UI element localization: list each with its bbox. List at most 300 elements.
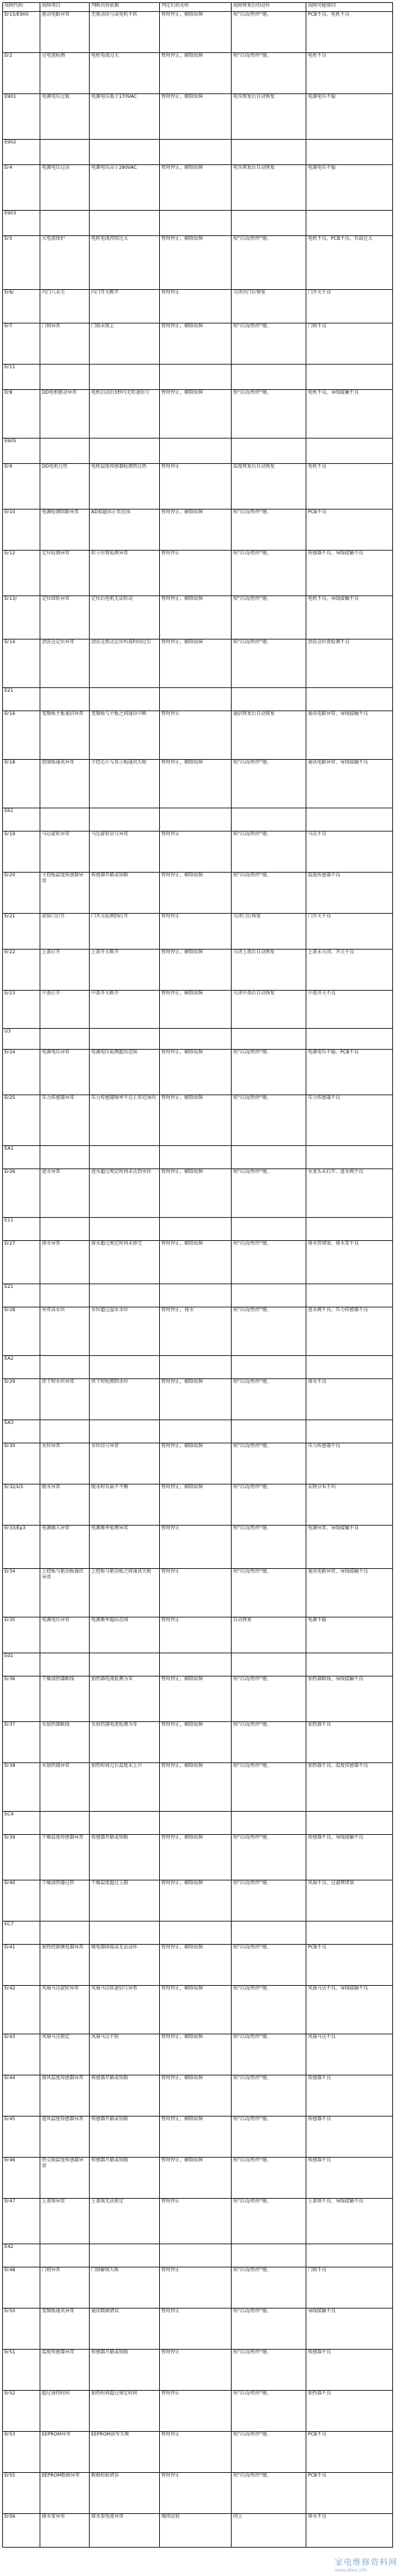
cell-action: [160, 1420, 232, 1443]
cell-item: EEPROM异常: [40, 2432, 90, 2473]
cell-code: Er32/U3: [3, 1484, 40, 1526]
cell-action: 暂时停止，解除故障: [160, 1095, 232, 1146]
cell-action: 暂时停止，解除故障: [160, 1379, 232, 1420]
cell-cause: 风扇马达不良、导线接触不良: [306, 1986, 393, 2034]
cell-code: U3: [3, 1029, 40, 1050]
cell-recovery: 同上: [232, 2514, 306, 2548]
cell-item: 主控板温度传感器异常: [40, 873, 90, 914]
cell-code: E903: [3, 211, 40, 236]
cell-action: 暂时停止: [160, 2432, 232, 2473]
cell-action: 暂时停止，解除故障: [160, 1676, 232, 1722]
table-row: [3, 1050, 393, 1095]
cell-cause: [306, 1653, 393, 1676]
cell-recovery: 关闭内门后恢复: [232, 290, 306, 323]
cell-action: [160, 1146, 232, 1169]
cell-judgment: 水位信号异常: [90, 1443, 160, 1484]
cell-code: Er8: [3, 390, 40, 439]
cell-item: 进风温度传感器异常: [40, 2117, 90, 2158]
cell-code: Er11: [3, 365, 40, 390]
cell-action: [160, 2244, 232, 2267]
cell-recovery: 按"启动/暂停"键。: [232, 2473, 306, 2514]
cell-code: Er56: [3, 2514, 40, 2548]
cell-action: [160, 439, 232, 464]
cell-cause: 传感器不良: [306, 2075, 393, 2117]
cell-judgment: 风扇马达转速信号异常: [90, 1986, 160, 2034]
table-row: [3, 832, 393, 873]
cell-code: Er53: [3, 2432, 40, 2473]
cell-recovery: 按"启动/暂停"键。: [232, 1443, 306, 1484]
table-row: [3, 711, 393, 760]
cell-cause: [306, 1420, 393, 1443]
cell-recovery: 自动恢复: [232, 1617, 306, 1653]
cell-judgment: [90, 808, 160, 832]
cell-judgment: [90, 1356, 160, 1379]
cell-action: 暂时停止: [160, 2473, 232, 2514]
cell-recovery: 按"启动/暂停"键。: [232, 551, 306, 596]
cell-action: 暂时停止: [160, 832, 232, 873]
cell-code: EC4: [3, 1812, 40, 1835]
cell-cause: 电机不良、PCB不良、负载过大: [306, 236, 393, 290]
cell-judgment: [90, 1420, 160, 1443]
cell-action: 暂时停止: [160, 2267, 232, 2309]
table-row: [3, 2267, 393, 2309]
cell-cause: PCB不良: [306, 1945, 393, 1986]
cell-item: 热交换温度传感器异常: [40, 2158, 90, 2199]
cell-item: 水位异常: [40, 1443, 90, 1484]
cell-cause: 衣物分布不均: [306, 1484, 393, 1526]
cell-action: [160, 1653, 232, 1676]
cell-action: 暂时停止: [160, 1569, 232, 1617]
table-row: [3, 2473, 393, 2514]
cell-item: 烘干时水位异常: [40, 1379, 90, 1420]
table-row: [3, 1763, 393, 1812]
cell-code: Er26: [3, 1169, 40, 1218]
cell-cause: 电机不良、导线接触不良: [306, 596, 393, 640]
cell-recovery: 按"启动/暂停"键。: [232, 1569, 306, 1617]
cell-code: Er9: [3, 464, 40, 510]
table-row: [3, 873, 393, 914]
cell-item: 控制板通讯异常: [40, 760, 90, 808]
cell-judgment: [90, 2244, 160, 2267]
cell-action: [160, 1812, 232, 1835]
cell-action: [160, 1284, 232, 1307]
cell-judgment: 传感器开路或短路: [90, 2158, 160, 2199]
cell-judgment: [90, 1653, 160, 1676]
table-row: [3, 1722, 393, 1763]
cell-recovery: [232, 2244, 306, 2267]
cell-judgment: 门开关检测到打开: [90, 914, 160, 950]
header-judgment: 判断内容依据: [90, 3, 160, 12]
cell-item: [40, 211, 90, 236]
cell-action: 暂时停止，解除故障: [160, 53, 232, 94]
cell-judgment: [90, 1284, 160, 1307]
cell-cause: [306, 439, 393, 464]
cell-judgment: [90, 688, 160, 711]
table-row: [3, 1526, 393, 1569]
table-row: [3, 808, 393, 832]
table-row: [3, 2309, 393, 2350]
cell-judgment: 电源电压高于280VAC: [90, 165, 160, 211]
table-row: [3, 1146, 393, 1169]
fault-code-document: [2, 2, 392, 2548]
cell-judgment: 加热时间过长温度未上升: [90, 1763, 160, 1812]
cell-recovery: [232, 808, 306, 832]
cell-cause: PCB不良、电机不良: [306, 12, 393, 53]
cell-cause: 加热器断线、导线接触不良: [306, 1676, 393, 1722]
cell-item: 加热控制继电器异常: [40, 1945, 90, 1986]
cell-cause: [306, 365, 393, 390]
cell-recovery: 关闭上盖后自动恢复: [232, 950, 306, 991]
cell-item: 干燥加热器过热: [40, 1880, 90, 1922]
cell-judgment: 转子位置检测异常: [90, 551, 160, 596]
cell-recovery: 按"启动/暂停"键。: [232, 2391, 306, 2432]
cell-recovery: 温度恢复后自动恢复: [232, 464, 306, 510]
cell-action: 暂时停止: [160, 551, 232, 596]
table-row: [3, 365, 393, 390]
cell-cause: 排水不良: [306, 1379, 393, 1420]
cell-code: Er24: [3, 1050, 40, 1095]
cell-judgment: 门锁未锁上: [90, 323, 160, 365]
header-code: 故障代码: [3, 3, 40, 12]
cell-action: [160, 688, 232, 711]
cell-action: 暂时停止，解除故障: [160, 991, 232, 1029]
cell-judgment: 传感器开路或短路: [90, 2117, 160, 2158]
table-row: [3, 1569, 393, 1617]
cell-code: Er50: [3, 2309, 40, 2350]
cell-cause: 进水阀不良、压力传感器不良: [306, 1307, 393, 1356]
cell-recovery: [232, 140, 306, 165]
cell-judgment: 传感器开路或短路: [90, 1835, 160, 1880]
table-row: [3, 12, 393, 53]
table-row: [3, 1812, 393, 1835]
cell-action: 暂时停止，解除故障: [160, 1050, 232, 1095]
cell-item: 电源电压异常: [40, 1050, 90, 1095]
cell-cause: 传感器不良、导线接触不良: [306, 1835, 393, 1880]
cell-code: Er27: [3, 1241, 40, 1284]
cell-recovery: [232, 1812, 306, 1835]
cell-code: E21: [3, 1284, 40, 1307]
cell-code: Er28: [3, 1307, 40, 1356]
cell-action: 暂时停止，解除故障: [160, 2117, 232, 2158]
table-row: [3, 165, 393, 211]
cell-code: EC7: [3, 1922, 40, 1945]
cell-cause: 排水不良: [306, 2514, 393, 2548]
cell-recovery: 按"启动/暂停"键。: [232, 2432, 306, 2473]
cell-item: 上控板与驱动板通讯异常: [40, 1569, 90, 1617]
cell-cause: 马达不良: [306, 832, 393, 873]
cell-code: Er13/: [3, 596, 40, 640]
cell-cause: 加热器不良: [306, 2391, 393, 2432]
cell-cause: 中盖开关不良: [306, 991, 393, 1029]
table-row: [3, 688, 393, 711]
cell-code: Er2: [3, 53, 40, 94]
cell-code: Er46: [3, 2158, 40, 2199]
table-row: [3, 551, 393, 596]
cell-action: 暂时停止，解除故障: [160, 760, 232, 808]
cell-judgment: 电机温度传感器检测到过热: [90, 464, 160, 510]
cell-item: 干燥温度传感器异常: [40, 1835, 90, 1880]
cell-judgment: [90, 1922, 160, 1945]
cell-cause: 门开关不良: [306, 290, 393, 323]
cell-action: 暂时停止，解除故障: [160, 1443, 232, 1484]
cell-action: [160, 140, 232, 165]
cell-item: 中盖打开: [40, 991, 90, 1029]
cell-recovery: 按"启动/暂停"键。: [232, 1763, 306, 1812]
cell-action: 暂时停止: [160, 711, 232, 760]
cell-judgment: 电机启动后3秒内无转速信号: [90, 390, 160, 439]
cell-judgment: 水加热器电流检测为零: [90, 1722, 160, 1763]
header-recovery: 故障恢复后的动作: [232, 3, 306, 12]
cell-cause: 传感器不良、导线接触不良: [306, 551, 393, 596]
cell-judgment: 传感器开路或短路: [90, 2350, 160, 2391]
cell-cause: 上盖未关闭、开关不良: [306, 950, 393, 991]
cell-item: 超过加热时间: [40, 2391, 90, 2432]
header-item: 故障项目: [40, 3, 90, 12]
cell-item: 干燥加热器断线: [40, 1676, 90, 1722]
cell-recovery: 按"启动/暂停"键。: [232, 1835, 306, 1880]
cell-code: Er30: [3, 1443, 40, 1484]
cell-recovery: 按"启动/暂停"键。: [232, 12, 306, 53]
cell-code: E901: [3, 94, 40, 140]
cell-judgment: 电机电流持续过大: [90, 236, 160, 290]
cell-judgment: 中盖开关断开: [90, 991, 160, 1029]
cell-cause: [306, 211, 393, 236]
cell-action: 暂时停止，解除故障: [160, 510, 232, 551]
cell-judgment: 上控板与驱动板之间通讯失败: [90, 1569, 160, 1617]
cell-item: [40, 2244, 90, 2267]
watermark-subtitle: www.jdwx.info: [335, 2568, 368, 2573]
cell-recovery: 按"启动/暂停"键。: [232, 236, 306, 290]
cell-item: [40, 1029, 90, 1050]
cell-item: 驱动电路异常: [40, 12, 90, 53]
cell-recovery: 按"启动/暂停"键。: [232, 2117, 306, 2158]
cell-recovery: 按"启动/暂停"键。: [232, 1676, 306, 1722]
cell-item: [40, 1218, 90, 1241]
cell-cause: [306, 808, 393, 832]
cell-item: 电源电压异常: [40, 1617, 90, 1653]
table-row: [3, 1095, 393, 1146]
cell-recovery: 按"启动/暂停"键。: [232, 323, 306, 365]
cell-judgment: 门锁解锁失败: [90, 2267, 160, 2309]
cell-code: Ed1: [3, 1653, 40, 1676]
cell-item: 压力传感器异常: [40, 1095, 90, 1146]
cell-judgment: 变频板与主板之间通信中断: [90, 711, 160, 760]
cell-recovery: 关闭门后恢复: [232, 914, 306, 950]
table-row: [3, 390, 393, 439]
cell-cause: 电源不稳: [306, 1617, 393, 1653]
cell-item: [40, 1653, 90, 1676]
cell-action: 暂时停止，解除故障: [160, 873, 232, 914]
table-row: [3, 2199, 393, 2244]
cell-judgment: 传感器开路或短路: [90, 873, 160, 914]
cell-item: [40, 365, 90, 390]
cell-cause: 温度传感器不良: [306, 873, 393, 914]
cell-action: 暂时停止，解除故障: [160, 2158, 232, 2199]
cell-judgment: 排水泵电流异常: [90, 2514, 160, 2548]
cell-code: Er38: [3, 1763, 40, 1812]
cell-item: 清洗仓定位异常: [40, 640, 90, 688]
table-row: [3, 94, 393, 140]
table-row: [3, 1284, 393, 1307]
cell-code: EA1: [3, 1146, 40, 1169]
cell-cause: 门锁不良: [306, 323, 393, 365]
cell-judgment: 电机电流过大: [90, 53, 160, 94]
cell-code: Er4: [3, 165, 40, 211]
cell-action: 暂时停止: [160, 2391, 232, 2432]
cell-judgment: EEPROM读写失败: [90, 2432, 160, 2473]
cell-action: 暂时停止: [160, 914, 232, 950]
cell-judgment: 电源频率超出范围: [90, 1617, 160, 1653]
cell-cause: 电机不良: [306, 53, 393, 94]
cell-cause: 传感器不良: [306, 2117, 393, 2158]
cell-recovery: 按"启动/暂停"键。: [232, 510, 306, 551]
watermark-title: 家电维修资料网: [335, 2557, 398, 2567]
cell-judgment: 继电器熔接或无法动作: [90, 1945, 160, 1986]
cell-cause: 压力传感器不良: [306, 1095, 393, 1146]
cell-action: [160, 1356, 232, 1379]
cell-action: 暂时停止，解除故障: [160, 1835, 232, 1880]
table-row: [3, 1379, 393, 1420]
cell-cause: 压力传感器不良: [306, 1443, 393, 1484]
cell-cause: 传感器不良: [306, 2350, 393, 2391]
header-cause: 故障可能原因: [306, 3, 393, 12]
cell-code: Er6/: [3, 290, 40, 323]
cell-judgment: 内门开关断开: [90, 290, 160, 323]
cell-item: 变频板主板通信异常: [40, 711, 90, 760]
cell-recovery: 按"启动/暂停"键。: [232, 1526, 306, 1569]
cell-cause: 电机不良、导线接触不良: [306, 390, 393, 439]
table-row: [3, 1420, 393, 1443]
cell-action: 暂时停止，解除故障: [160, 2034, 232, 2075]
cell-judgment: [90, 1218, 160, 1241]
cell-code: Er33/Ep3: [3, 1526, 40, 1569]
table-row: [3, 211, 393, 236]
cell-recovery: [232, 1653, 306, 1676]
cell-action: 暂时停止，解除故障: [160, 2075, 232, 2117]
cell-judgment: 传感器开路或短路: [90, 2075, 160, 2117]
cell-code: Er23: [3, 991, 40, 1029]
table-row: [3, 1880, 393, 1922]
cell-item: [40, 1420, 90, 1443]
table-row: [3, 53, 393, 94]
cell-action: 暂时停止: [160, 1526, 232, 1569]
table-row: [3, 140, 393, 165]
cell-judgment: [90, 211, 160, 236]
cell-recovery: 按"启动/暂停"键。: [232, 2034, 306, 2075]
cell-code: Er19: [3, 832, 40, 873]
cell-cause: [306, 1356, 393, 1379]
table-row: [3, 439, 393, 464]
table-row: [3, 2075, 393, 2117]
cell-code: E61: [3, 808, 40, 832]
table-row: [3, 2158, 393, 2199]
cell-code: Er40: [3, 1880, 40, 1922]
cell-judgment: 干燥温度超过上限: [90, 1880, 160, 1922]
cell-action: [160, 211, 232, 236]
cell-recovery: [232, 211, 306, 236]
cell-judgment: [90, 365, 160, 390]
cell-item: 风扇马达锁定: [40, 2034, 90, 2075]
cell-judgment: 排水超过规定时间未排完: [90, 1241, 160, 1284]
cell-item: [40, 439, 90, 464]
cell-item: 电源电压过高: [40, 165, 90, 211]
cell-recovery: 按"启动/暂停"键。: [232, 1307, 306, 1356]
cell-cause: 门开关不良: [306, 914, 393, 950]
cell-cause: 传感器不良: [306, 2158, 393, 2199]
cell-code: Er5: [3, 236, 40, 290]
cell-code: Er14: [3, 640, 40, 688]
cell-code: Er37: [3, 1722, 40, 1763]
cell-action: [160, 1029, 232, 1050]
cell-item: 排水泵异常: [40, 2514, 90, 2548]
cell-code: Er18: [3, 760, 40, 808]
cell-item: 异常高水位: [40, 1307, 90, 1356]
cell-recovery: 按"启动/暂停"键。: [232, 1241, 306, 1284]
cell-code: Er21: [3, 914, 40, 950]
cell-action: 暂时停止，解除故障: [160, 640, 232, 688]
cell-action: 暂时停止: [160, 290, 232, 323]
cell-action: 暂时停止，解除故障: [160, 12, 232, 53]
cell-code: Er16: [3, 711, 40, 760]
cell-code: Er29: [3, 1379, 40, 1420]
cell-recovery: 通信恢复后自动恢复: [232, 711, 306, 760]
cell-recovery: 按"启动/暂停"键。: [232, 2199, 306, 2244]
table-row: [3, 1241, 393, 1284]
cell-code: E42: [3, 2244, 40, 2267]
table-row: [3, 950, 393, 991]
cell-recovery: [232, 365, 306, 390]
cell-code: Er47: [3, 2199, 40, 2244]
cell-judgment: 水位超过溢水水位: [90, 1307, 160, 1356]
cell-action: 暂时停止，解除故障: [160, 1763, 232, 1812]
cell-item: DD电机驱动异常: [40, 390, 90, 439]
cell-judgment: 风扇马达不转: [90, 2034, 160, 2075]
cell-recovery: [232, 1218, 306, 1241]
cell-code: Er36: [3, 1676, 40, 1722]
cell-action: 暂时停止: [160, 2309, 232, 2350]
cell-code: E902: [3, 140, 40, 165]
cell-action: 暂时停止，解除故障: [160, 390, 232, 439]
fault-code-table: [2, 2, 393, 2548]
cell-action: 暂时停止，解除故障: [160, 1241, 232, 1284]
cell-recovery: 按"启动/暂停"键。: [232, 1986, 306, 2034]
cell-recovery: 按"启动/暂停"键。: [232, 596, 306, 640]
cell-cause: 排水管堵塞、排水泵不良: [306, 1241, 393, 1284]
cell-judgment: 通讯数据错误: [90, 2309, 160, 2350]
cell-cause: 电机不良: [306, 464, 393, 510]
table-row: [3, 2117, 393, 2158]
cell-item: 电源检测回路异常: [40, 510, 90, 551]
cell-recovery: 按"启动/暂停"键。: [232, 1379, 306, 1420]
cell-code: EA3: [3, 1420, 40, 1443]
cell-recovery: 按"启动/暂停"键。: [232, 2350, 306, 2391]
cell-item: 过电流检测: [40, 53, 90, 94]
table-row: [3, 991, 393, 1029]
cell-action: [160, 1922, 232, 1945]
cell-cause: PCB不良: [306, 510, 393, 551]
cell-cause: 通讯电路异常、导线接触不良: [306, 760, 393, 808]
cell-item: [40, 1812, 90, 1835]
cell-recovery: [232, 1146, 306, 1169]
cell-recovery: 按"启动/暂停"键。: [232, 1945, 306, 1986]
table-header-row: [3, 3, 393, 12]
cell-recovery: 按"启动/暂停"键。: [232, 2158, 306, 2199]
cell-code: Er55: [3, 2473, 40, 2514]
table-row: [3, 1676, 393, 1722]
cell-code: Er12: [3, 551, 40, 596]
cell-judgment: [90, 439, 160, 464]
cell-judgment: 脱水时负载不平衡: [90, 1484, 160, 1526]
